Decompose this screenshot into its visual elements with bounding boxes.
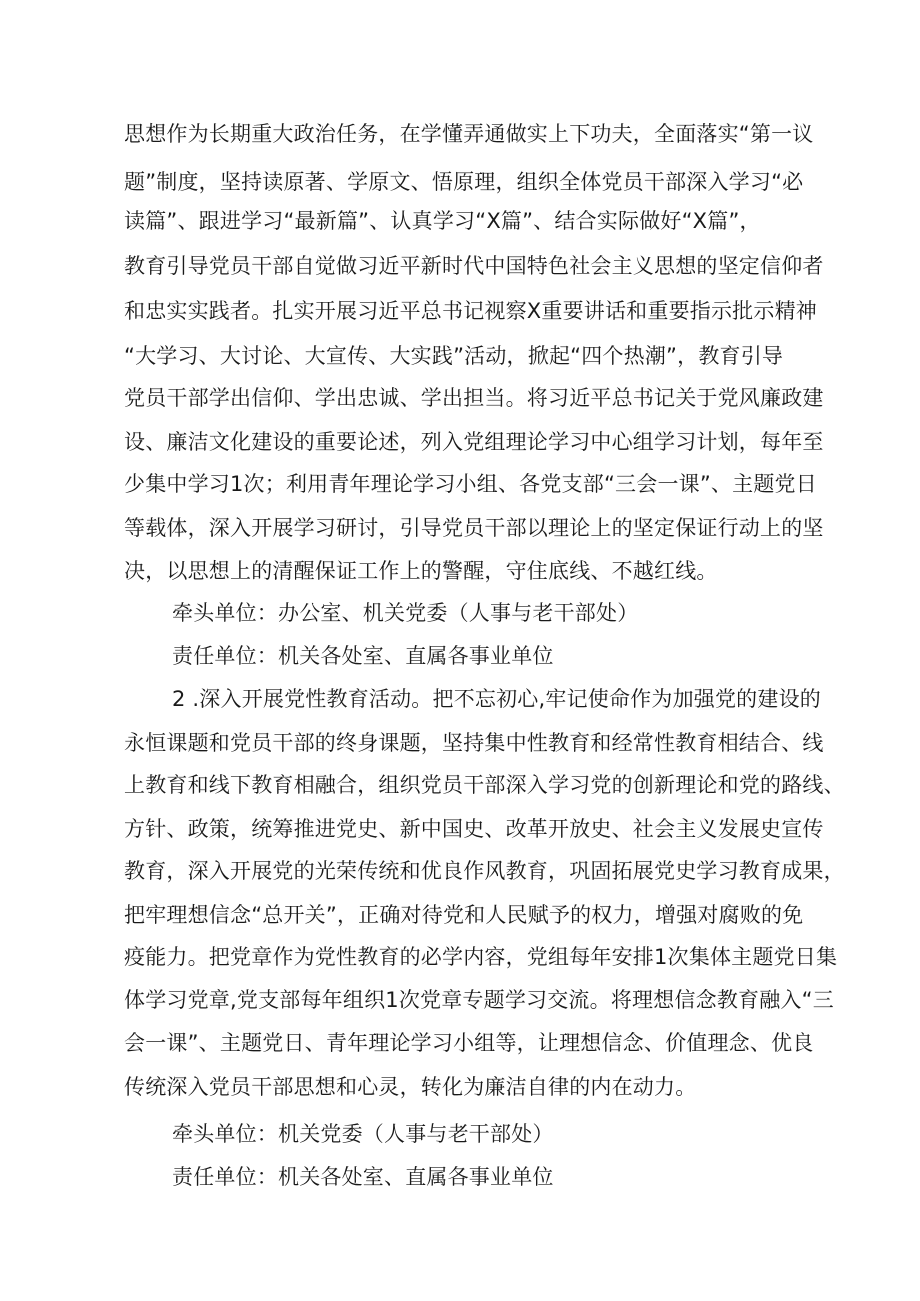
text-line: 教育引导党员干部自觉做习近平新时代中国特色社会主义思想的坚定信仰者 (124, 254, 824, 278)
text-line: 教育，深入开展党的光荣传统和优良作风教育，巩固拓展党史学习教育成果， (124, 859, 845, 883)
lead-unit-line: 牵头单位：机关党委（人事与老干部处） (172, 1122, 554, 1146)
text-line: 党员干部学出信仰、学出忠诚、学出担当。将习近平总书记关于党风廉政建 (124, 386, 824, 410)
text-line: 和忠实实践者。扎实开展习近平总书记视察X重要讲话和重要指示批示精神 (124, 299, 817, 323)
text-line: 传统深入党员干部思想和心灵，转化为廉洁自律的内在动力。 (124, 1075, 697, 1099)
text-line: 永恒课题和党员干部的终身课题，坚持集中性教育和经常性教育相结合、线 (124, 731, 824, 755)
text-line: 题”制度，坚持读原著、学原文、悟原理，组织全体党员干部深入学习“必 (124, 170, 804, 194)
section-heading-line: 2 .深入开展党性教育活动。把不忘初心,牢记使命作为加强党的建设的 (172, 687, 821, 711)
text-line: 等载体，深入开展学习研讨，引导党员干部以理论上的坚定保证行动上的坚 (124, 516, 824, 540)
text-line: 决，以思想上的清醒保证工作上的警醒，守住底线、不越红线。 (124, 559, 718, 583)
lead-unit-line: 牵头单位：办公室、机关党委（人事与老干部处） (172, 601, 639, 625)
text-line: 方针、政策，统筹推进党史、新中国史、改革开放史、社会主义发展史宣传 (124, 817, 824, 841)
text-line: 体学习党章,党支部每年组织1次党章专题学习交流。将理想信念教育融入“三 (124, 988, 834, 1012)
text-line: 读篇”、跟进学习“最新篇”、认真学习“X篇”、结合实际做好“X篇”， (124, 209, 761, 233)
text-line: 疫能力。把党章作为党性教育的必学内容，党组每年安排1次集体主题党日集 (124, 945, 838, 969)
text-line: 少集中学习1次；利用青年理论学习小组、各党支部“三会一课”、主题党日 (124, 472, 817, 496)
responsible-unit-line: 责任单位：机关各处室、直属各事业单位 (172, 644, 554, 668)
text-line: 思想作为长期重大政治任务，在学懂弄通做实上下功夫，全面落实“第一议 (124, 122, 814, 146)
text-line: 上教育和线下教育相融合，组织党员干部深入学习党的创新理论和党的路线、 (124, 773, 845, 797)
text-line: 会一课”、主题党日、青年理论学习小组等，让理想信念、价值理念、优良 (124, 1031, 814, 1055)
text-line: “大学习、大讨论、大宣传、大实践”活动，掀起“四个热潮”，教育引导 (124, 344, 784, 368)
text-line: 设、廉洁文化建设的重要论述，列入党组理论学习中心组学习计划，每年至 (124, 430, 824, 454)
text-line: 把牢理想信念“总开关”，正确对待党和人民赋予的权力，增强对腐败的免 (124, 903, 804, 927)
responsible-unit-line: 责任单位：机关各处室、直属各事业单位 (172, 1165, 554, 1189)
